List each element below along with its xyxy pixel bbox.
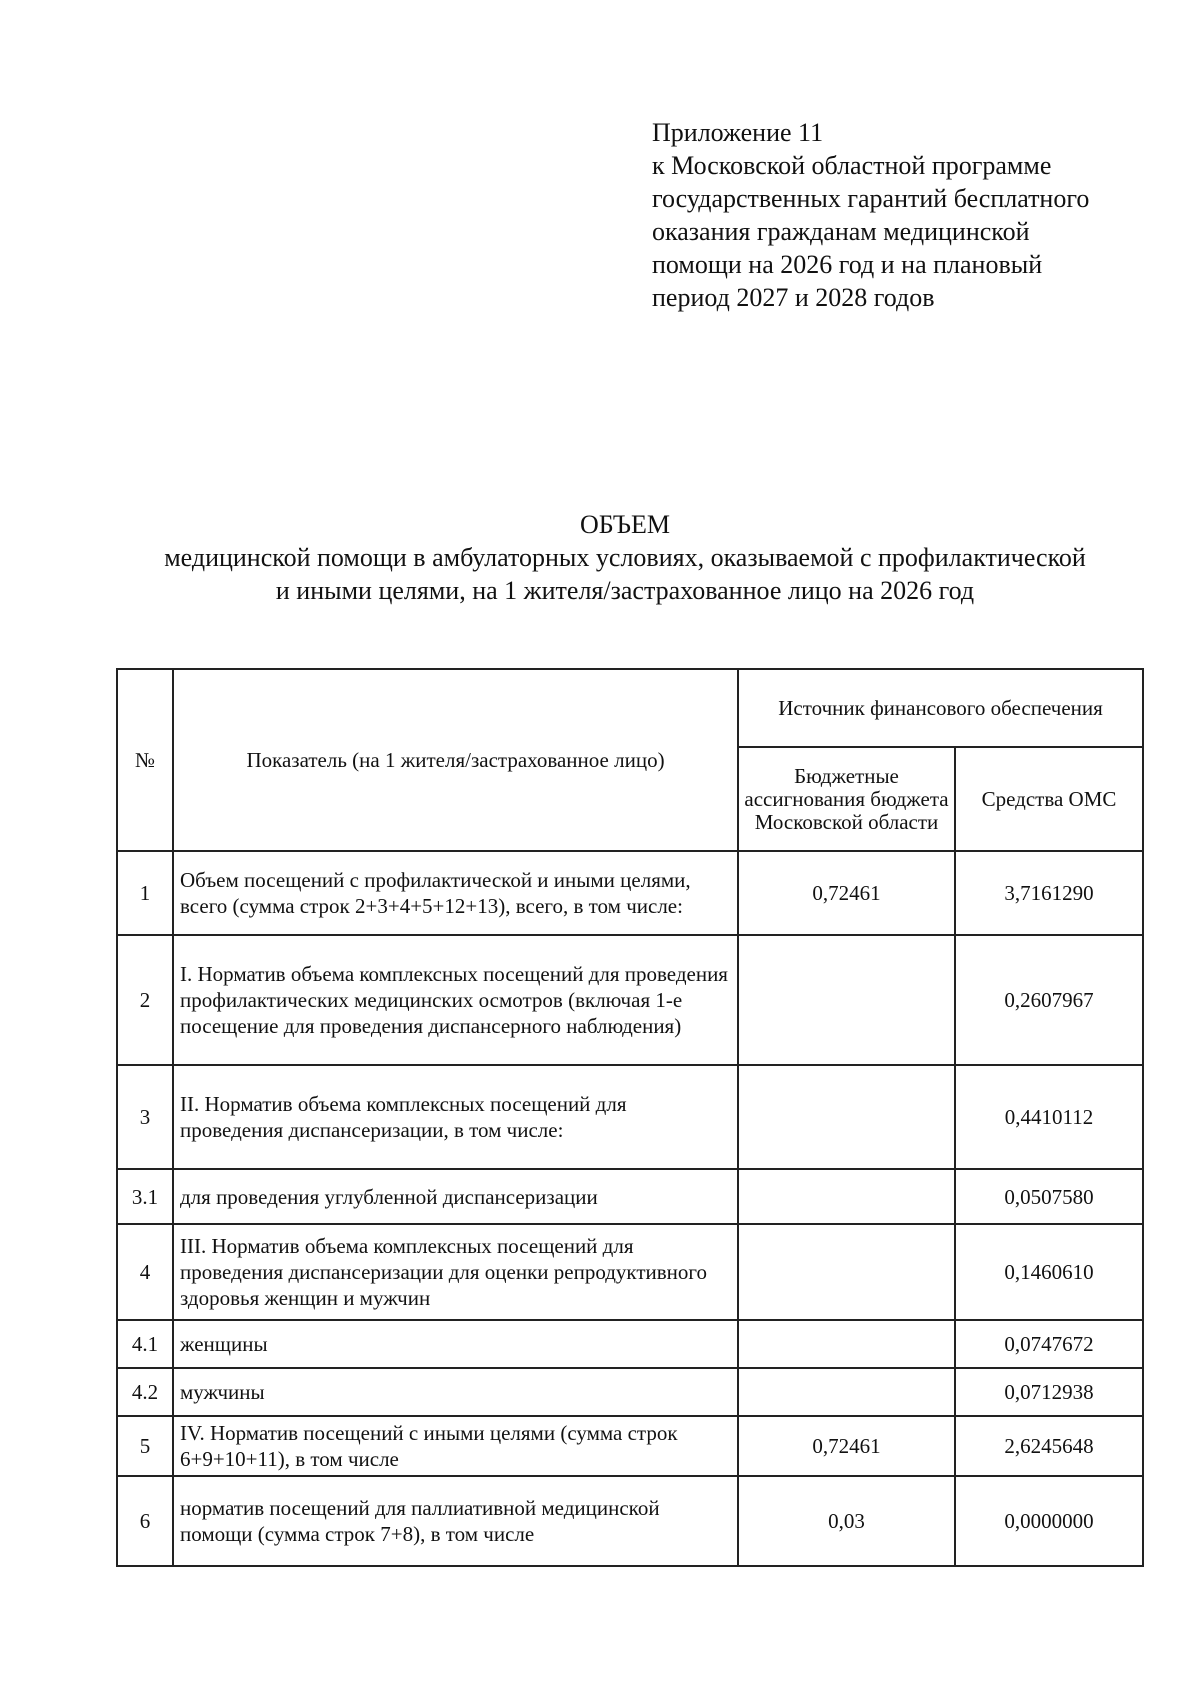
appendix-line: помощи на 2026 год и на плановый [652,250,1043,279]
row-num: 4.1 [117,1320,173,1368]
header-indicator: Показатель (на 1 жителя/застрахованное лицо) [173,669,738,851]
row-budget: 0,72461 [738,851,955,935]
table-row [117,1320,1143,1368]
row-indicator: IV. Норматив посещений с иными целями (сумма строк 6+9+10+11), в том числе [173,1416,738,1476]
row-indicator: женщины [173,1320,738,1368]
row-budget [738,935,955,1065]
header-num: № [117,669,173,851]
document-title [0,508,1200,607]
row-indicator: для проведения углубленной диспансеризации [173,1169,738,1224]
table-row [117,851,1143,935]
volume-table [116,668,1144,1567]
table-row [117,1065,1143,1169]
row-indicator: I. Норматив объема комплексных посещений для проведения профилактических медицинских осмотров (включая 1-е посещение для проведения диспансерного наблюдения) [173,935,738,1065]
row-num: 3.1 [117,1169,173,1224]
table-row [117,935,1143,1065]
title-line: медицинской помощи в амбулаторных условиях, оказываемой с профилактической [164,543,1086,572]
table-row [117,1224,1143,1320]
row-budget: 0,03 [738,1476,955,1566]
row-oms: 0,0747672 [955,1320,1143,1368]
table-row [117,1476,1143,1566]
appendix-line: Приложение 11 [652,118,824,147]
appendix-line: к Московской областной программе [652,151,1052,180]
table-row [117,1416,1143,1476]
row-oms: 2,6245648 [955,1416,1143,1476]
row-budget [738,1224,955,1320]
row-budget [738,1169,955,1224]
appendix-line: оказания гражданам медицинской [652,217,1030,246]
appendix-line: государственных гарантий бесплатного [652,184,1090,213]
row-budget [738,1065,955,1169]
row-budget [738,1368,955,1416]
row-oms: 0,0507580 [955,1169,1143,1224]
row-num: 2 [117,935,173,1065]
row-oms: 0,1460610 [955,1224,1143,1320]
row-num: 3 [117,1065,173,1169]
row-indicator: Объем посещений с профилактической и иными целями, всего (сумма строк 2+3+4+5+12+13), всего, в том числе: [173,851,738,935]
row-num: 5 [117,1416,173,1476]
row-oms: 0,4410112 [955,1065,1143,1169]
appendix-line: период 2027 и 2028 годов [652,283,935,312]
row-indicator: III. Норматив объема комплексных посещений для проведения диспансеризации для оценки репродуктивного здоровья женщин и мужчин [173,1224,738,1320]
table-row [117,1368,1143,1416]
row-oms: 3,7161290 [955,851,1143,935]
title-heading: ОБЪЕМ [579,510,671,539]
row-num: 4.2 [117,1368,173,1416]
row-oms: 0,0712938 [955,1368,1143,1416]
header-source: Источник финансового обеспечения [738,669,1143,747]
row-oms: 0,2607967 [955,935,1143,1065]
row-oms: 0,0000000 [955,1476,1143,1566]
row-budget [738,1320,955,1368]
row-indicator: норматив посещений для паллиативной медицинской помощи (сумма строк 7+8), в том числе [173,1476,738,1566]
row-indicator: мужчины [173,1368,738,1416]
row-indicator: II. Норматив объема комплексных посещений для проведения диспансеризации, в том числе: [173,1065,738,1169]
row-budget: 0,72461 [738,1416,955,1476]
title-line: и иными целями, на 1 жителя/застрахованное лицо на 2026 год [275,576,975,605]
table-row [117,1169,1143,1224]
header-oms: Средства ОМС [955,747,1143,851]
row-num: 1 [117,851,173,935]
row-num: 4 [117,1224,173,1320]
appendix-note [652,116,1089,314]
row-num: 6 [117,1476,173,1566]
header-budget: Бюджетные ассигнования бюджета Московской области [738,747,955,851]
